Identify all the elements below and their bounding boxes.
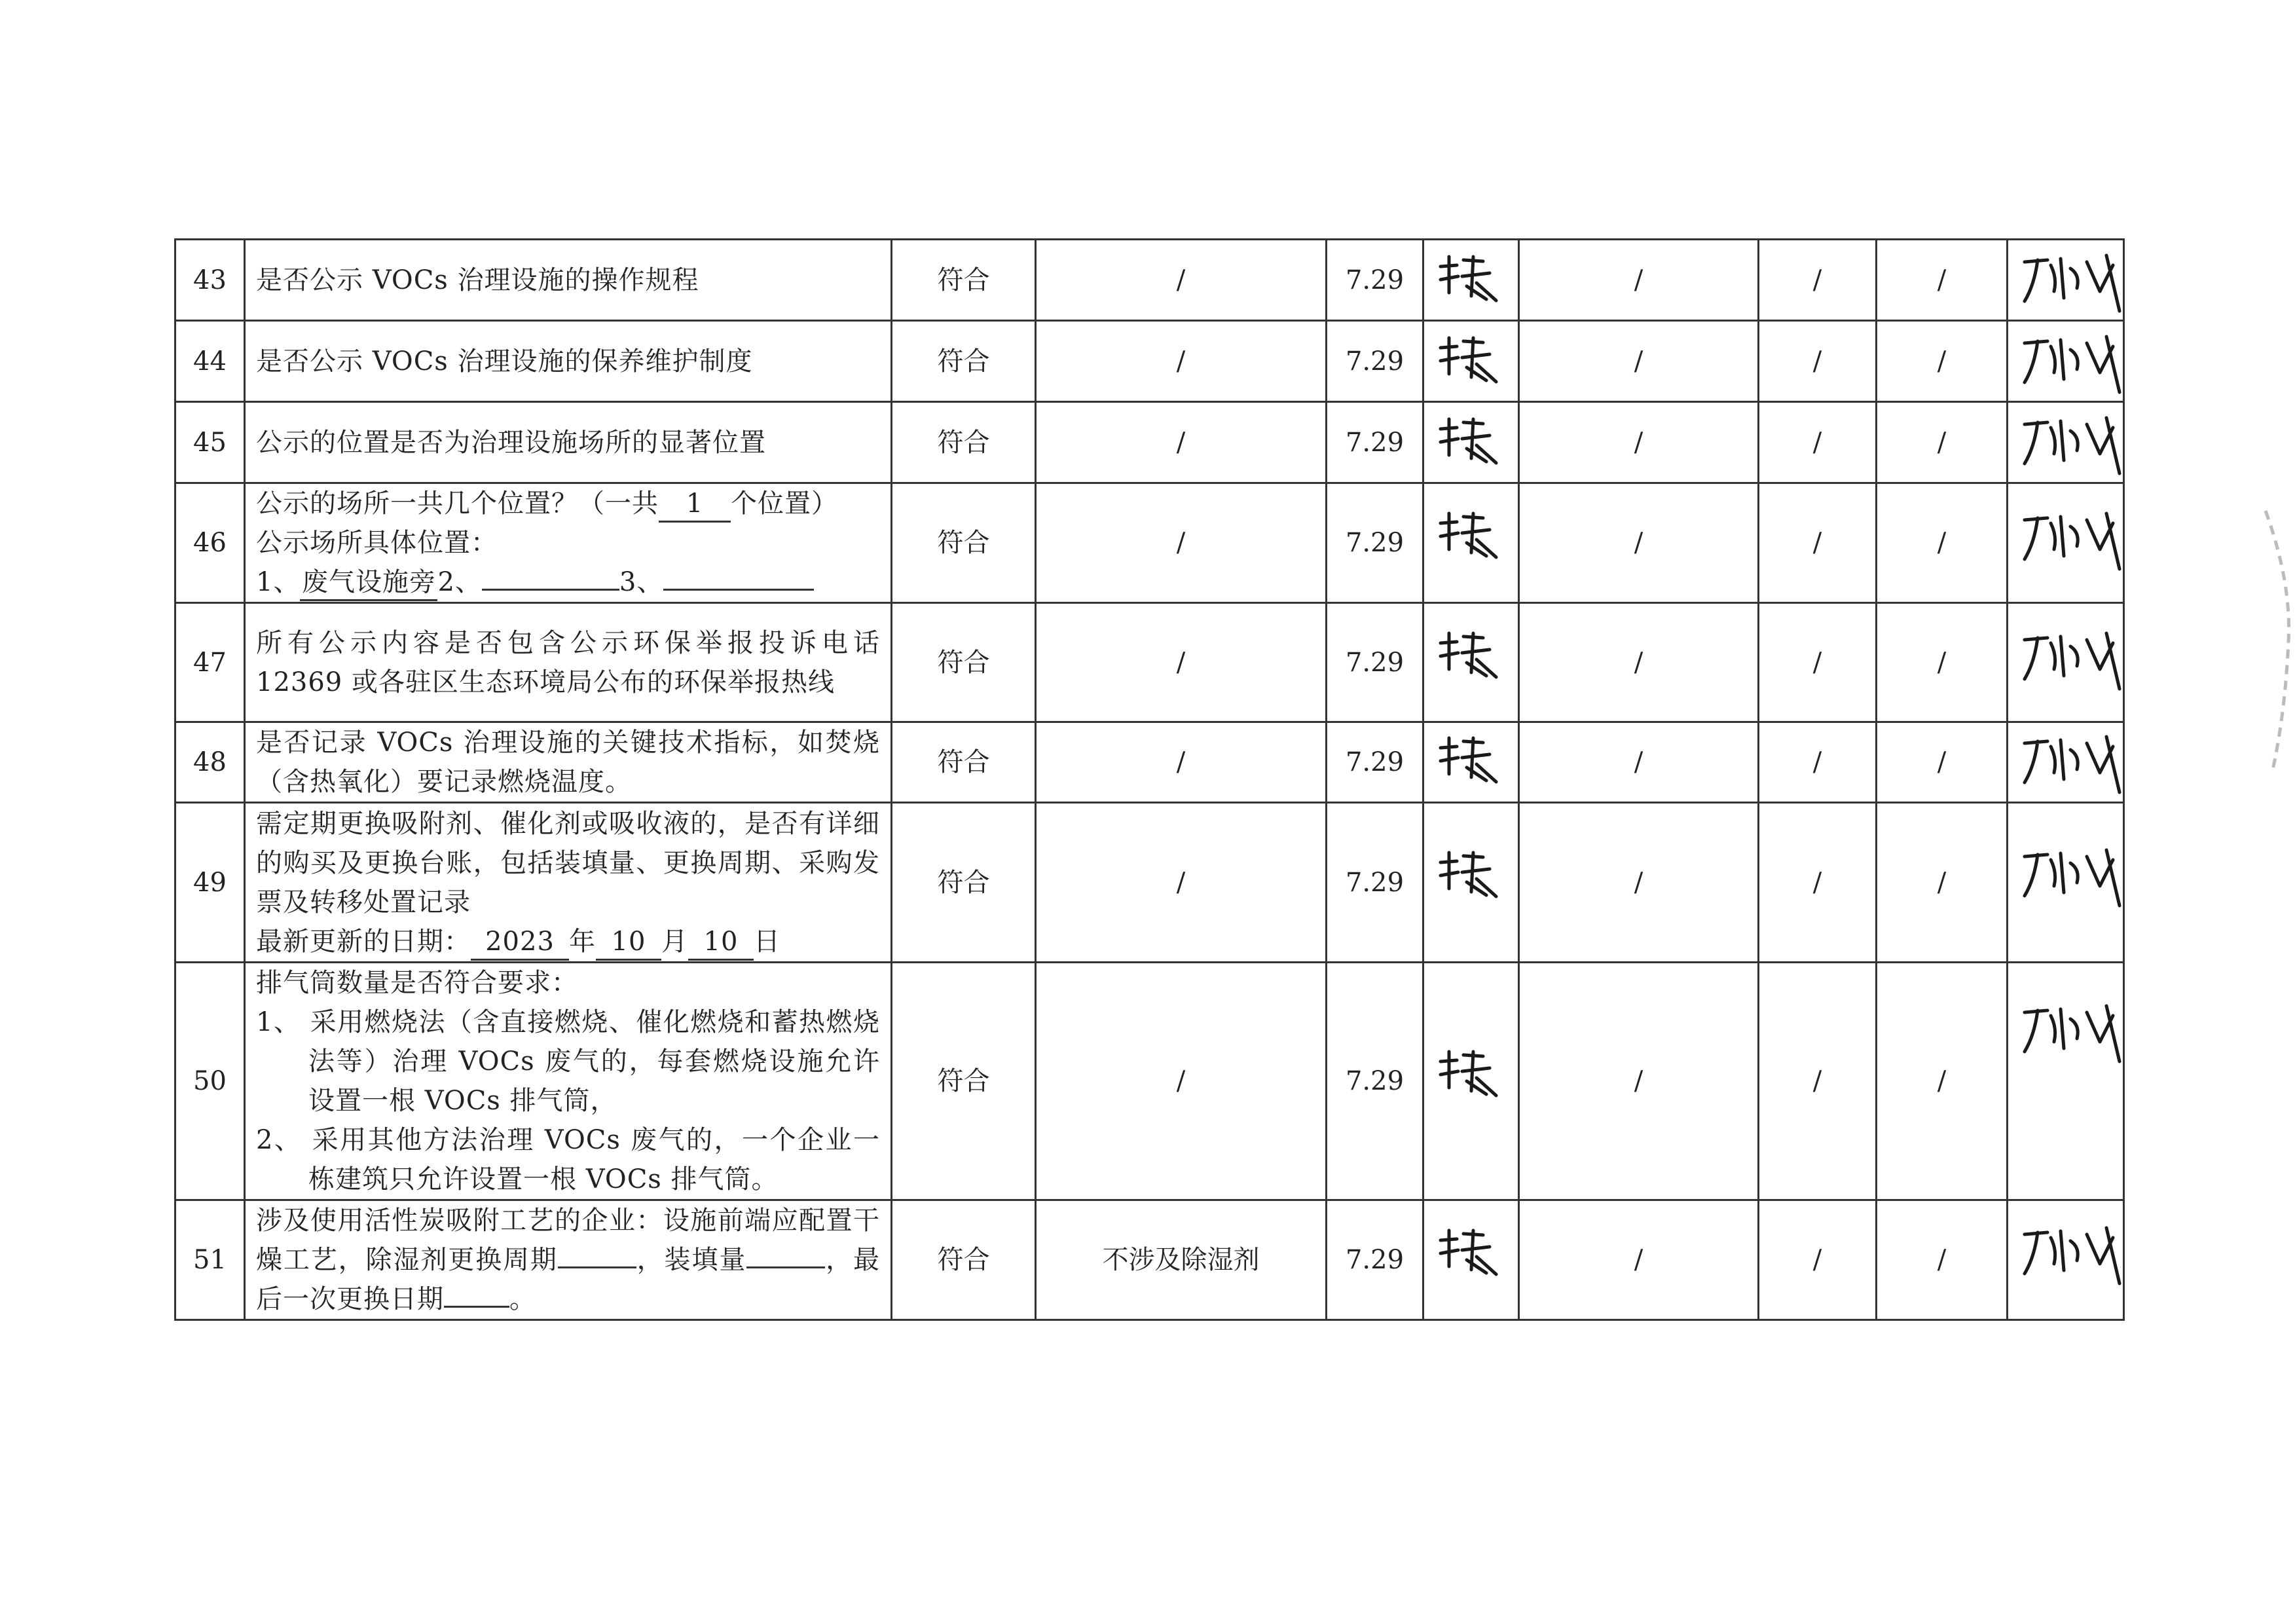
col7-cell: / bbox=[1759, 603, 1877, 722]
col7-cell: / bbox=[1759, 321, 1877, 402]
col7-cell: / bbox=[1759, 1200, 1877, 1320]
signature-inspector-image bbox=[1424, 403, 1516, 475]
remark-cell: / bbox=[1036, 321, 1327, 402]
signature-owner-image bbox=[2008, 240, 2139, 319]
table-row bbox=[175, 402, 2124, 483]
owner-signature bbox=[2008, 1200, 2124, 1320]
table-row bbox=[175, 1200, 2124, 1320]
remark-cell: / bbox=[1036, 402, 1327, 483]
inspector-signature bbox=[1423, 1200, 1519, 1320]
desiccant-cycle-blank bbox=[558, 1266, 636, 1268]
owner-signature bbox=[2008, 402, 2124, 483]
col7-cell: / bbox=[1759, 240, 1877, 321]
check-item: 排气筒数量是否符合要求： 1、 采用燃烧法（含直接燃烧、催化燃烧和蓄热燃烧法等）治理 VOCs 废气的，每套燃烧设施允许设置一根 VOCs 排气筒， 2、 采用其他方法治理 VOCs 废气的，一个企业一栋建筑只允许设置一根 VOCs 排气筒。 bbox=[245, 963, 892, 1200]
check-item: 公示的场所一共几个位置？（一共 1 个位置） 公示场所具体位置： 1、废气设施旁2、 3、 bbox=[245, 483, 892, 603]
col7-cell: / bbox=[1759, 803, 1877, 963]
col6-cell: / bbox=[1519, 321, 1759, 402]
check-item: 所有公示内容是否包含公示环保举报投诉电话 12369 或各驻区生态环境局公布的环保举报热线 bbox=[245, 603, 892, 722]
inspector-signature bbox=[1423, 963, 1519, 1200]
owner-signature bbox=[2008, 963, 2124, 1200]
signature-owner-image bbox=[2008, 723, 2139, 802]
inspector-signature bbox=[1423, 722, 1519, 803]
table-row bbox=[175, 321, 2124, 402]
remark-cell: / bbox=[1036, 603, 1327, 722]
row-number: 51 bbox=[175, 1200, 245, 1320]
signature-inspector-image bbox=[1424, 723, 1516, 795]
row-number: 48 bbox=[175, 722, 245, 803]
col6-cell: / bbox=[1519, 963, 1759, 1200]
check-item: 是否公示 VOCs 治理设施的保养维护制度 bbox=[245, 321, 892, 402]
col7-cell: / bbox=[1759, 402, 1877, 483]
check-item: 需定期更换吸附剂、催化剂或吸收液的，是否有详细的购买及更换台账，包括装填量、更换周期、采购发票及转移处置记录 最新更新的日期： 2023 年 10 月 10 日 bbox=[245, 803, 892, 963]
col6-cell: / bbox=[1519, 402, 1759, 483]
date-cell: 7.29 bbox=[1327, 963, 1423, 1200]
signature-owner-image bbox=[2008, 1201, 2139, 1280]
col6-cell: / bbox=[1519, 1200, 1759, 1320]
table-row bbox=[175, 483, 2124, 603]
check-item: 公示的位置是否为治理设施场所的显著位置 bbox=[245, 402, 892, 483]
remark-cell: / bbox=[1036, 240, 1327, 321]
update-year-value: 2023 bbox=[471, 925, 569, 961]
col8-cell: / bbox=[1877, 603, 2008, 722]
inspector-signature bbox=[1423, 483, 1519, 603]
remark-cell: / bbox=[1036, 963, 1327, 1200]
col6-cell: / bbox=[1519, 803, 1759, 963]
date-cell: 7.29 bbox=[1327, 803, 1423, 963]
signature-inspector-image bbox=[1424, 803, 1516, 876]
date-cell: 7.29 bbox=[1327, 321, 1423, 402]
check-item: 是否记录 VOCs 治理设施的关键技术指标，如焚烧（含热氧化）要记录燃烧温度。 bbox=[245, 722, 892, 803]
signature-owner-image bbox=[2008, 484, 2139, 563]
row-number: 45 bbox=[175, 402, 245, 483]
inspector-signature bbox=[1423, 803, 1519, 963]
inspector-signature bbox=[1423, 603, 1519, 722]
signature-inspector-image bbox=[1424, 604, 1516, 676]
owner-signature bbox=[2008, 240, 2124, 321]
location-count-value: 1 bbox=[659, 487, 731, 523]
table-row bbox=[175, 240, 2124, 321]
col8-cell: / bbox=[1877, 803, 2008, 963]
owner-signature bbox=[2008, 722, 2124, 803]
result-cell: 符合 bbox=[892, 321, 1036, 402]
signature-owner-image bbox=[2008, 803, 2139, 882]
col6-cell: / bbox=[1519, 240, 1759, 321]
row-number: 46 bbox=[175, 483, 245, 603]
result-cell: 符合 bbox=[892, 240, 1036, 321]
result-cell: 符合 bbox=[892, 803, 1036, 963]
inspection-table bbox=[174, 238, 2125, 1321]
col6-cell: / bbox=[1519, 483, 1759, 603]
col8-cell: / bbox=[1877, 722, 2008, 803]
col8-cell: / bbox=[1877, 321, 2008, 402]
result-cell: 符合 bbox=[892, 402, 1036, 483]
date-cell: 7.29 bbox=[1327, 722, 1423, 803]
col8-cell: / bbox=[1877, 483, 2008, 603]
inspector-signature bbox=[1423, 321, 1519, 402]
table-row bbox=[175, 722, 2124, 803]
remark-cell: 不涉及除湿剂 bbox=[1036, 1200, 1327, 1320]
col6-cell: / bbox=[1519, 722, 1759, 803]
signature-inspector-image bbox=[1424, 963, 1516, 1035]
inspector-signature bbox=[1423, 240, 1519, 321]
table-row bbox=[175, 803, 2124, 963]
signature-inspector-image bbox=[1424, 322, 1516, 394]
owner-signature bbox=[2008, 321, 2124, 402]
owner-signature bbox=[2008, 483, 2124, 603]
signature-owner-image bbox=[2008, 322, 2139, 400]
remark-cell: / bbox=[1036, 483, 1327, 603]
col8-cell: / bbox=[1877, 402, 2008, 483]
owner-signature bbox=[2008, 803, 2124, 963]
row-number: 44 bbox=[175, 321, 245, 402]
signature-owner-image bbox=[2008, 604, 2139, 682]
signature-owner-image bbox=[2008, 963, 2139, 1042]
col8-cell: / bbox=[1877, 1200, 2008, 1320]
result-cell: 符合 bbox=[892, 603, 1036, 722]
result-cell: 符合 bbox=[892, 1200, 1036, 1320]
date-cell: 7.29 bbox=[1327, 483, 1423, 603]
update-month-value: 10 bbox=[596, 925, 661, 961]
date-cell: 7.29 bbox=[1327, 402, 1423, 483]
signature-inspector-image bbox=[1424, 1201, 1516, 1273]
col7-cell: / bbox=[1759, 963, 1877, 1200]
check-item: 是否公示 VOCs 治理设施的操作规程 bbox=[245, 240, 892, 321]
date-cell: 7.29 bbox=[1327, 240, 1423, 321]
col6-cell: / bbox=[1519, 603, 1759, 722]
row-number: 47 bbox=[175, 603, 245, 722]
remark-cell: / bbox=[1036, 803, 1327, 963]
row-number: 50 bbox=[175, 963, 245, 1200]
row-number: 43 bbox=[175, 240, 245, 321]
col7-cell: / bbox=[1759, 722, 1877, 803]
result-cell: 符合 bbox=[892, 722, 1036, 803]
last-change-date-blank bbox=[444, 1306, 509, 1308]
owner-signature bbox=[2008, 603, 2124, 722]
date-cell: 7.29 bbox=[1327, 1200, 1423, 1320]
signature-owner-image bbox=[2008, 403, 2139, 481]
seal-edge-mark bbox=[2252, 504, 2295, 779]
location-3-blank bbox=[663, 589, 814, 591]
table-row bbox=[175, 963, 2124, 1200]
result-cell: 符合 bbox=[892, 483, 1036, 603]
col8-cell: / bbox=[1877, 240, 2008, 321]
table-row bbox=[175, 603, 2124, 722]
inspector-signature bbox=[1423, 402, 1519, 483]
col8-cell: / bbox=[1877, 963, 2008, 1200]
location-1-value: 废气设施旁 bbox=[300, 565, 437, 601]
col7-cell: / bbox=[1759, 483, 1877, 603]
row-number: 49 bbox=[175, 803, 245, 963]
check-item: 涉及使用活性炭吸附工艺的企业：设施前端应配置干燥工艺，除湿剂更换周期 ，装填量 ，最后一次更换日期 。 bbox=[245, 1200, 892, 1320]
signature-inspector-image bbox=[1424, 240, 1516, 312]
location-2-blank bbox=[482, 589, 619, 591]
remark-cell: / bbox=[1036, 722, 1327, 803]
result-cell: 符合 bbox=[892, 963, 1036, 1200]
fill-amount-blank bbox=[746, 1266, 825, 1268]
signature-inspector-image bbox=[1424, 484, 1516, 556]
update-day-value: 10 bbox=[688, 925, 754, 961]
date-cell: 7.29 bbox=[1327, 603, 1423, 722]
